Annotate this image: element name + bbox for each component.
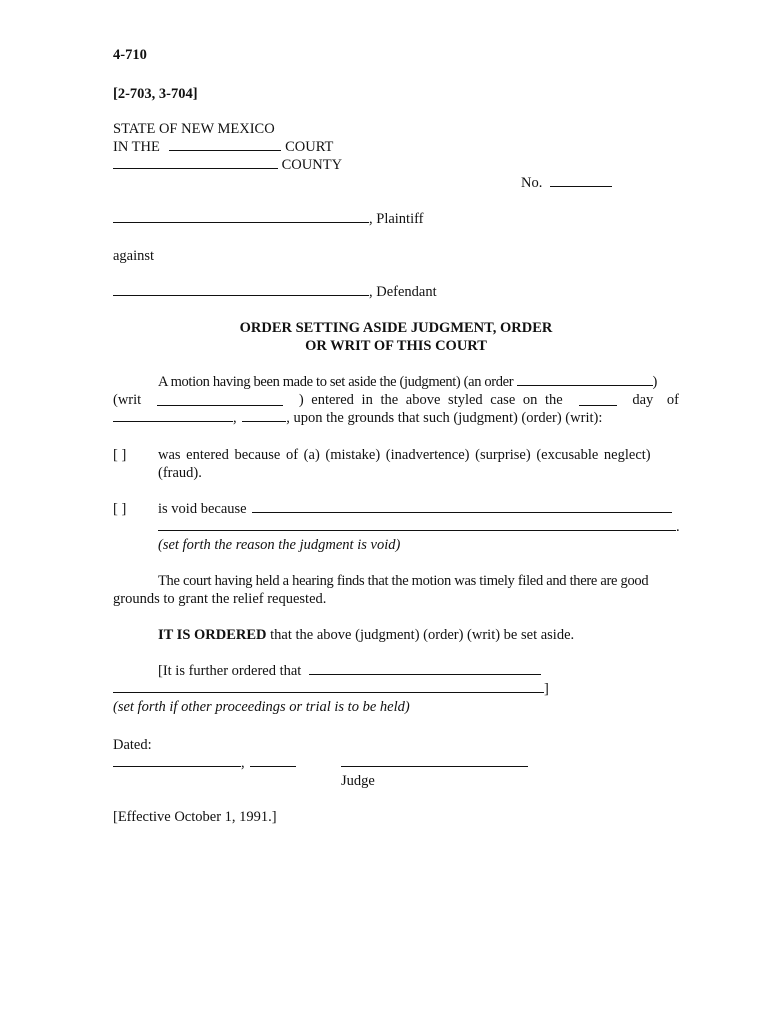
void-reason-blank-1[interactable]: [252, 500, 672, 513]
option-1-text: was entered because of (a) (mistake) (inadvertence) (surprise) (excusable neglect): [158, 447, 651, 463]
order-text: that the above (judgment) (order) (writ) be set aside.: [266, 627, 575, 643]
court-line: [113, 138, 333, 156]
further-blank-2[interactable]: [113, 680, 544, 693]
defendant-line: [113, 283, 437, 301]
it-is-ordered: IT IS ORDERED: [158, 627, 267, 643]
in-the-label: IN THE: [113, 139, 160, 155]
further-line-1: [158, 662, 541, 680]
option-2-text: is void because: [158, 501, 247, 517]
court-label: COURT: [285, 139, 334, 155]
further-blank-1[interactable]: [309, 662, 541, 675]
order-line: [158, 626, 574, 644]
effective-date: [Effective October 1, 1991.]: [113, 809, 277, 825]
county-name-blank[interactable]: [113, 156, 278, 169]
order-blank[interactable]: [517, 373, 653, 386]
motion-line-2: [113, 391, 679, 409]
year-sign-blank[interactable]: [250, 754, 296, 767]
month-blank[interactable]: [113, 409, 233, 422]
option-1-line-1: [158, 446, 679, 464]
motion-text-3: , upon the grounds that such (judgment) (order) (writ):: [286, 410, 603, 426]
writ-label: (writ: [113, 392, 142, 408]
year-blank[interactable]: [242, 409, 286, 422]
checkbox-mistake[interactable]: [ ]: [113, 447, 127, 463]
title-line-2: OR WRIT OF THIS COURT: [305, 338, 487, 354]
date-blank[interactable]: [113, 754, 241, 767]
motion-line-3: [113, 409, 602, 427]
writ-blank[interactable]: [157, 393, 283, 406]
void-instruction: (set forth the reason the judgment is void): [158, 537, 401, 553]
option-2-line-2: [158, 518, 680, 536]
judge-label: Judge: [341, 773, 375, 789]
defendant-blank[interactable]: [113, 283, 369, 296]
title-line-1: ORDER SETTING ASIDE JUDGMENT, ORDER: [239, 320, 553, 336]
court-name-blank[interactable]: [169, 138, 281, 151]
judge-signature-line: [341, 754, 528, 772]
judge-signature-blank[interactable]: [341, 754, 528, 767]
motion-text-1: A motion having been made to set aside the (judgment) (an order: [158, 374, 514, 390]
case-number-line: [521, 174, 612, 192]
further-instruction: (set forth if other proceedings or trial is to be held): [113, 699, 410, 715]
motion-text-2: ) entered in the above styled case on the: [298, 392, 563, 408]
plaintiff-label: , Plaintiff: [369, 211, 424, 227]
cross-reference: [2-703, 3-704]: [113, 86, 198, 102]
further-line-2: [113, 680, 549, 698]
rule-number: 4-710: [113, 47, 147, 63]
option-2-line-1: [158, 500, 672, 518]
day-blank[interactable]: [579, 393, 617, 406]
day-of-label: day of: [632, 392, 679, 408]
void-reason-blank-2[interactable]: [158, 518, 676, 531]
further-text: [It is further ordered that: [158, 663, 302, 679]
county-label: COUNTY: [281, 157, 343, 173]
findings-line-2: grounds to grant the relief requested.: [113, 591, 327, 607]
findings-line-1: The court having held a hearing finds that the motion was timely filed and there are good: [158, 573, 649, 589]
plaintiff-line: [113, 210, 424, 228]
dated-label: Dated:: [113, 737, 152, 753]
option-2-period: .: [676, 519, 680, 535]
checkbox-void[interactable]: [ ]: [113, 501, 127, 517]
date-line: [113, 754, 296, 772]
further-close: ]: [544, 681, 549, 697]
state-name: STATE OF NEW MEXICO: [113, 121, 275, 137]
defendant-label: , Defendant: [369, 284, 437, 300]
against-text: against: [113, 248, 155, 264]
option-1-line-2: (fraud).: [158, 465, 202, 481]
date-comma: ,: [241, 755, 245, 771]
plaintiff-blank[interactable]: [113, 210, 369, 223]
case-number-blank[interactable]: [550, 174, 612, 187]
motion-close-paren: ): [652, 374, 658, 390]
case-number-label: No.: [521, 175, 543, 191]
county-line: [113, 156, 342, 174]
month-comma: ,: [233, 410, 237, 426]
motion-line-1: [158, 373, 657, 391]
